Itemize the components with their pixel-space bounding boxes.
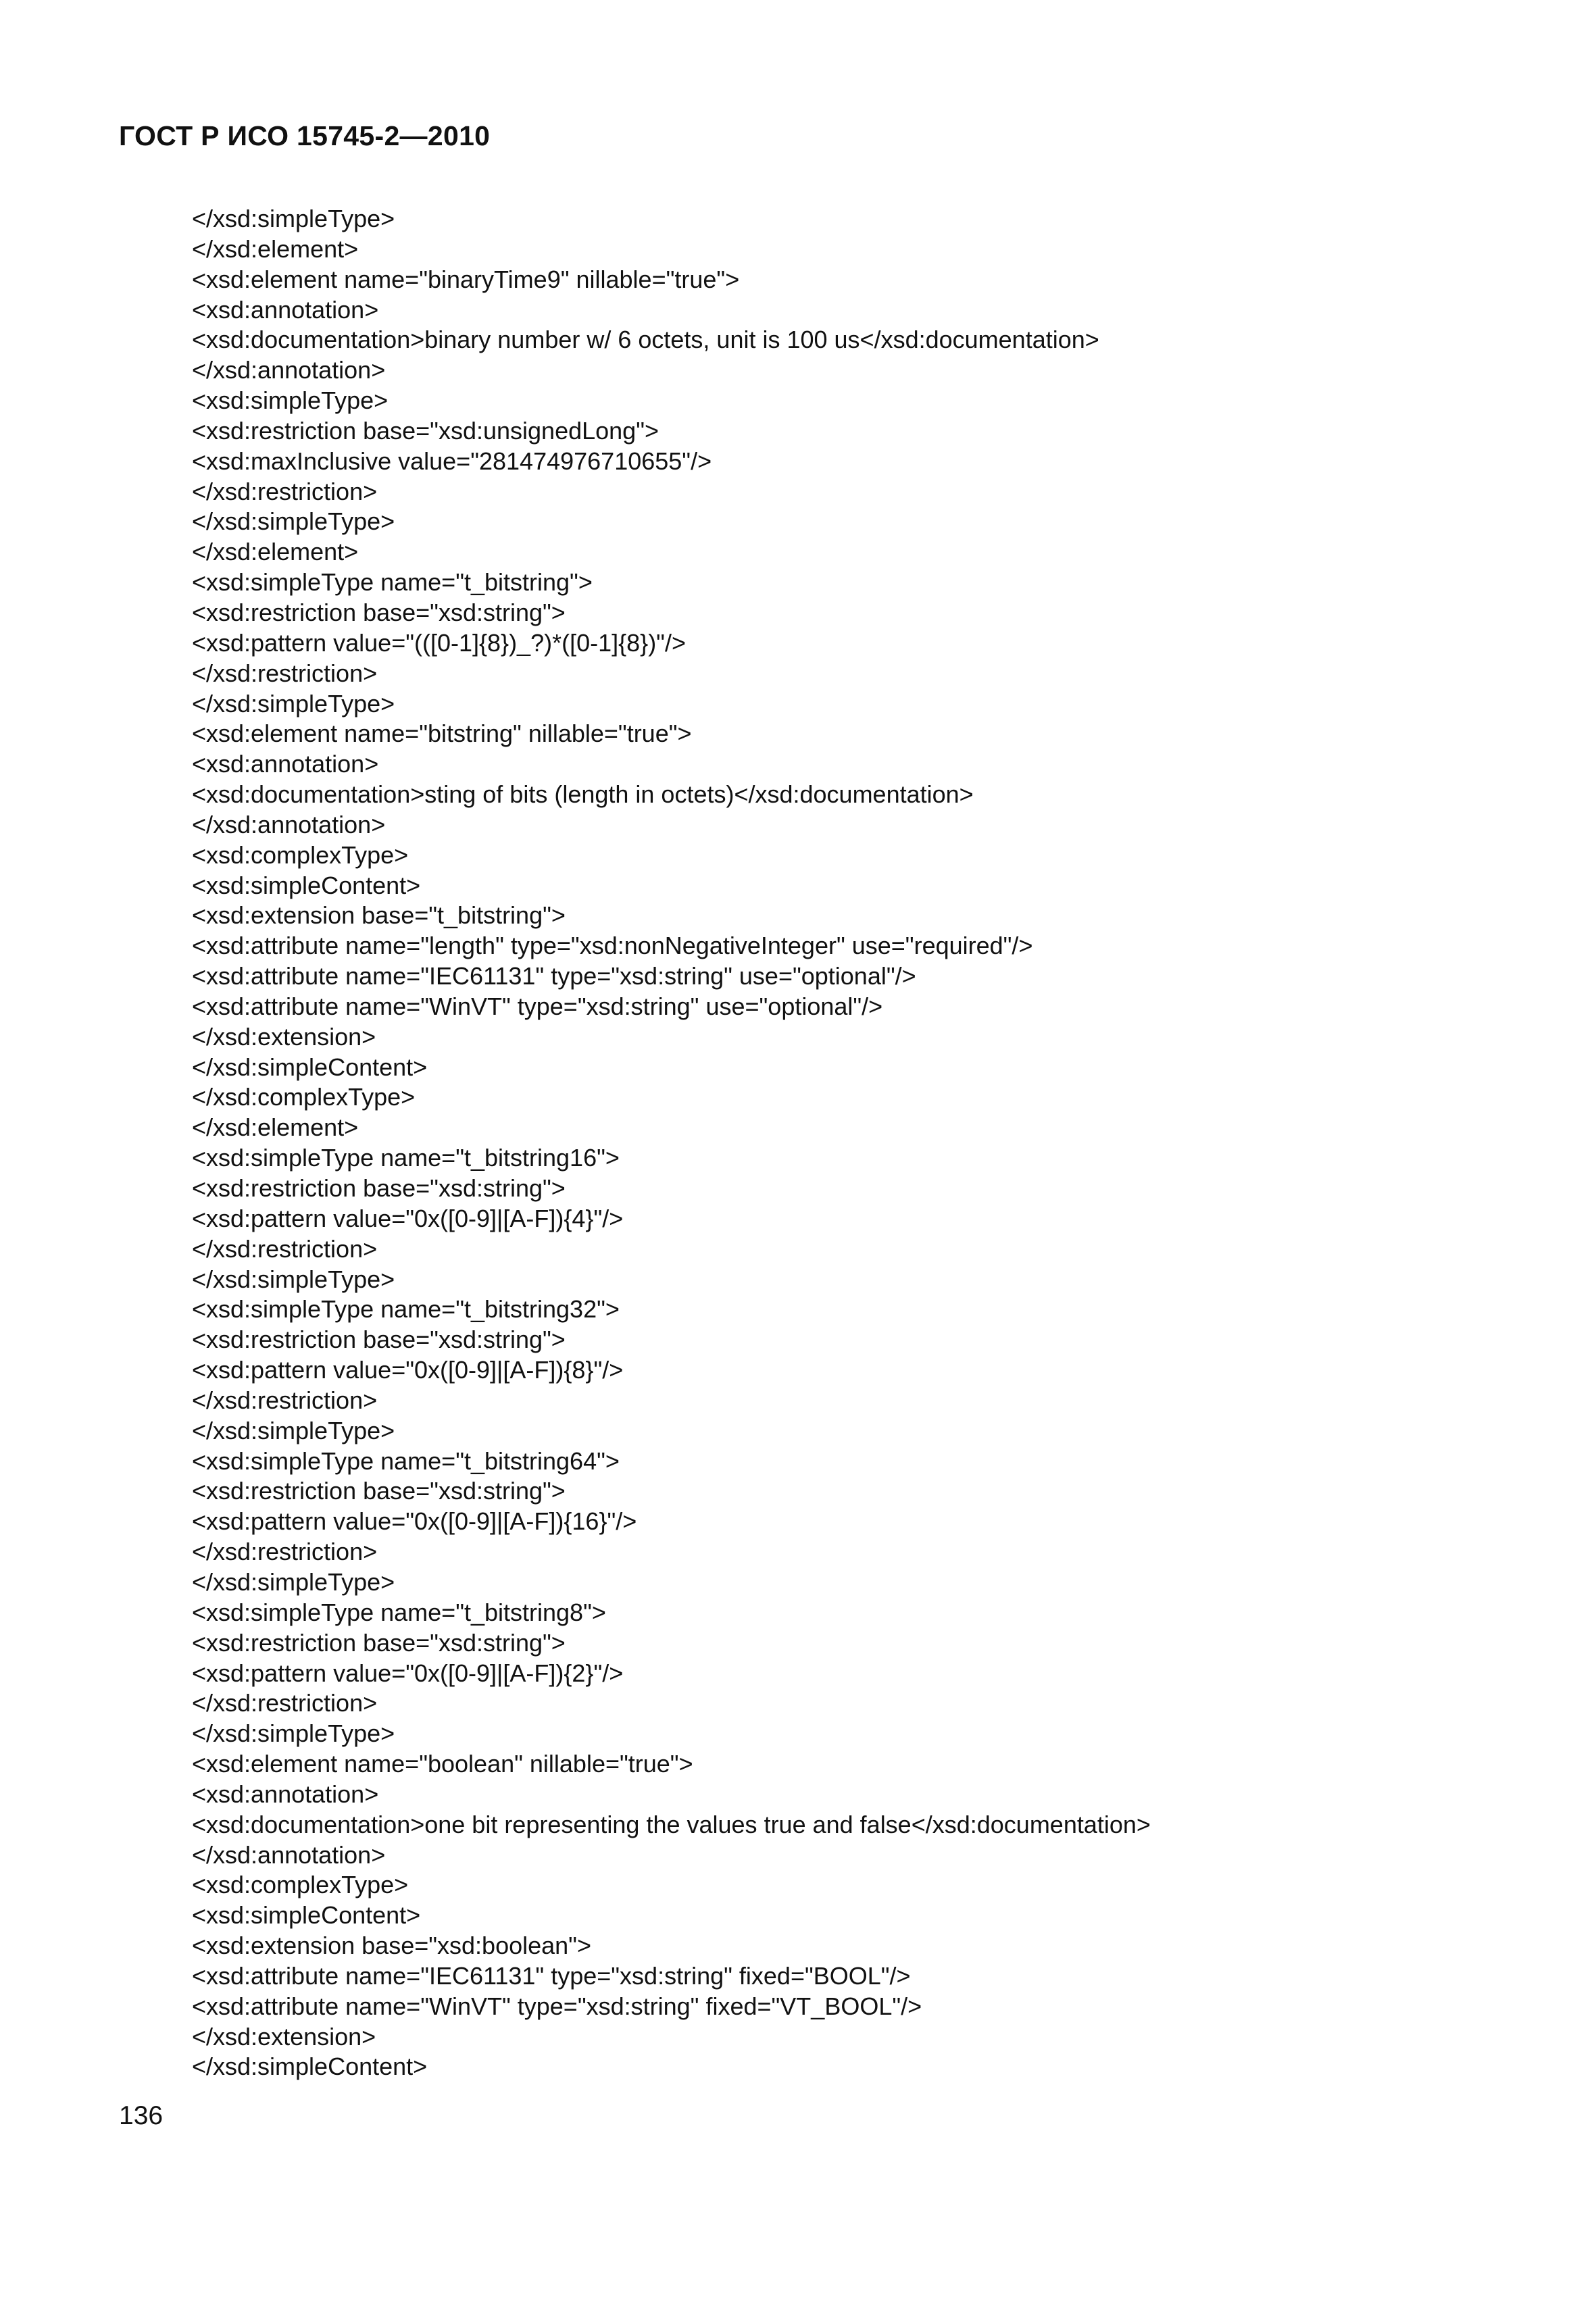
code-line: </xsd:restriction> bbox=[192, 659, 378, 687]
code-line: </xsd:extension> bbox=[192, 2022, 376, 2051]
code-line: <xsd:simpleType name="t_bitstring8"> bbox=[192, 1598, 606, 1626]
code-line: <xsd:maxInclusive value="281474976710655"/> bbox=[192, 447, 712, 475]
code-line: </xsd:restriction> bbox=[192, 1538, 378, 1566]
document-header: ГОСТ Р ИСО 15745-2—2010 bbox=[119, 120, 491, 151]
code-line: </xsd:simpleType> bbox=[192, 1567, 395, 1596]
code-line: </xsd:restriction> bbox=[192, 477, 378, 505]
code-line: <xsd:restriction base="xsd:string"> bbox=[192, 1174, 566, 1202]
code-line: <xsd:annotation> bbox=[192, 750, 379, 778]
code-line: </xsd:complexType> bbox=[192, 1083, 416, 1111]
xsd-code-block bbox=[192, 204, 1543, 2082]
code-line: <xsd:pattern value="0x([0-9]|[A-F]){2}"/> bbox=[192, 1659, 624, 1687]
code-line: <xsd:attribute name="IEC61131" type="xsd:string" fixed="BOOL"/> bbox=[192, 1961, 911, 1990]
code-line: </xsd:restriction> bbox=[192, 1386, 378, 1414]
code-line: <xsd:documentation>binary number w/ 6 octets, unit is 100 us</xsd:documentation> bbox=[192, 326, 1099, 354]
code-line: </xsd:simpleType> bbox=[192, 507, 395, 536]
code-line: </xsd:simpleType> bbox=[192, 205, 395, 232]
code-line: </xsd:element> bbox=[192, 234, 359, 263]
code-line: </xsd:restriction> bbox=[192, 1234, 378, 1263]
code-line: <xsd:restriction base="xsd:unsignedLong"> bbox=[192, 416, 659, 445]
code-line: <xsd:simpleType> bbox=[192, 386, 389, 415]
code-line: <xsd:attribute name="length" type="xsd:nonNegativeInteger" use="required"/> bbox=[192, 932, 1033, 960]
code-line: </xsd:extension> bbox=[192, 1022, 376, 1051]
code-line: <xsd:restriction base="xsd:string"> bbox=[192, 1326, 566, 1354]
code-line: </xsd:annotation> bbox=[192, 1840, 386, 1869]
code-line: <xsd:element name="binaryTime9" nillable="true"> bbox=[192, 265, 740, 293]
code-line: <xsd:pattern value="0x([0-9]|[A-F]){16}"/> bbox=[192, 1507, 637, 1536]
code-line: <xsd:restriction base="xsd:string"> bbox=[192, 1477, 566, 1505]
code-line: <xsd:pattern value="0x([0-9]|[A-F]){8}"/> bbox=[192, 1356, 624, 1384]
code-line: <xsd:documentation>one bit representing the values true and false</xsd:documentation> bbox=[192, 1810, 1151, 1838]
code-line: <xsd:complexType> bbox=[192, 1871, 409, 1899]
code-line: <xsd:simpleContent> bbox=[192, 1901, 421, 1930]
code-line: <xsd:extension base="xsd:boolean"> bbox=[192, 1932, 591, 1960]
code-line: <xsd:element name="boolean" nillable="true"> bbox=[192, 1750, 693, 1778]
code-line: </xsd:restriction> bbox=[192, 1689, 378, 1717]
code-line: <xsd:element name="bitstring" nillable="true"> bbox=[192, 720, 692, 748]
code-line: <xsd:pattern value="0x([0-9]|[A-F]){4}"/> bbox=[192, 1204, 624, 1232]
code-line: <xsd:annotation> bbox=[192, 1780, 379, 1808]
code-line: <xsd:annotation> bbox=[192, 295, 379, 324]
code-line: </xsd:simpleType> bbox=[192, 1416, 395, 1444]
code-line: <xsd:simpleType name="t_bitstring16"> bbox=[192, 1144, 620, 1172]
code-line: <xsd:extension base="t_bitstring"> bbox=[192, 901, 566, 930]
code-line: <xsd:complexType> bbox=[192, 840, 409, 869]
code-line: <xsd:simpleType name="t_bitstring"> bbox=[192, 568, 593, 597]
code-line: <xsd:documentation>sting of bits (length in octets)</xsd:documentation> bbox=[192, 780, 974, 809]
code-line: </xsd:simpleContent> bbox=[192, 1053, 428, 1081]
code-line: <xsd:attribute name="WinVT" type="xsd:string" fixed="VT_BOOL"/> bbox=[192, 1992, 922, 2020]
code-line: <xsd:restriction base="xsd:string"> bbox=[192, 1628, 566, 1657]
code-line: <xsd:attribute name="WinVT" type="xsd:string" use="optional"/> bbox=[192, 992, 883, 1020]
code-line: <xsd:attribute name="IEC61131" type="xsd:string" use="optional"/> bbox=[192, 962, 916, 990]
code-line: <xsd:restriction base="xsd:string"> bbox=[192, 598, 566, 626]
code-line: </xsd:annotation> bbox=[192, 810, 386, 838]
code-line: <xsd:simpleType name="t_bitstring32"> bbox=[192, 1295, 620, 1324]
code-line: <xsd:pattern value="(([0-1]{8})_?)*([0-1]{8})"/> bbox=[192, 628, 686, 657]
code-line: <xsd:simpleContent> bbox=[192, 871, 421, 899]
page-number: 136 bbox=[119, 2101, 164, 2130]
code-line: <xsd:simpleType name="t_bitstring64"> bbox=[192, 1447, 620, 1475]
code-line: </xsd:simpleType> bbox=[192, 1719, 395, 1748]
code-line: </xsd:simpleType> bbox=[192, 1265, 395, 1293]
code-line: </xsd:element> bbox=[192, 538, 359, 566]
code-line: </xsd:simpleType> bbox=[192, 689, 395, 718]
code-line: </xsd:annotation> bbox=[192, 356, 386, 384]
code-line: </xsd:simpleContent> bbox=[192, 2053, 428, 2081]
code-line: </xsd:element> bbox=[192, 1113, 359, 1142]
